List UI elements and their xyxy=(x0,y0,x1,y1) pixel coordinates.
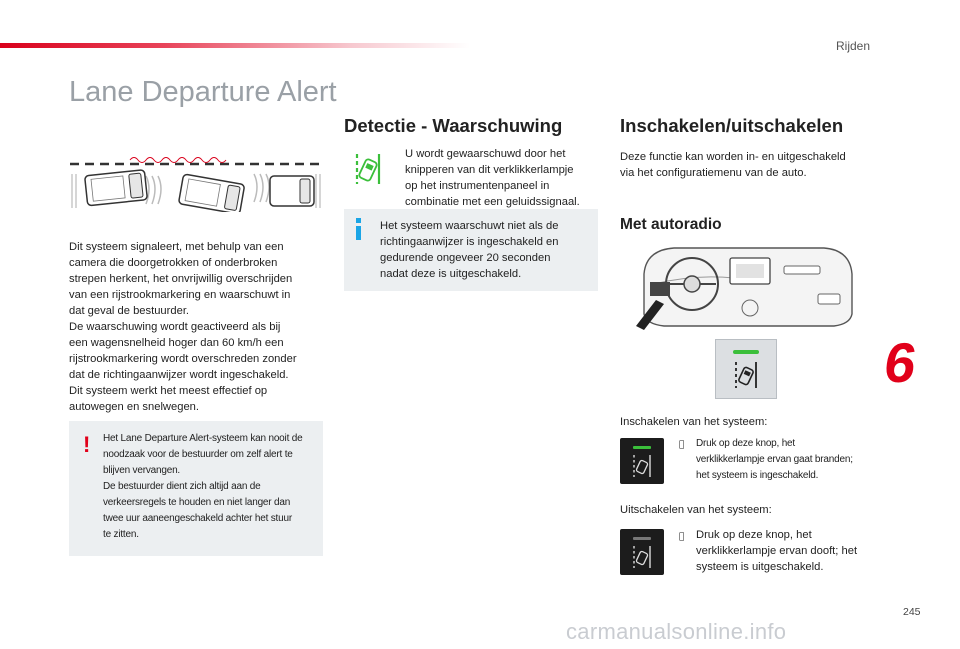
lane-warning-lamp-icon xyxy=(353,152,383,186)
watermark: carmanualsonline.info xyxy=(566,619,787,644)
disable-steps: Druk op deze knop, het verklikkerlampje ervan dooft; het systeem is uitgeschakeld. xyxy=(696,529,858,573)
warning-icon: ! xyxy=(83,432,91,457)
disable-lane-departure-button[interactable] xyxy=(620,529,664,575)
enable-intro-text: Deze functie kan worden in- en uitgeschakeld via het configuratiemenu van de auto. xyxy=(620,151,846,179)
dashboard-illustration xyxy=(634,244,856,330)
enable-steps: Druk op deze knop, het verklikkerlampje ervan gaat branden; het systeem is ingeschakeld. xyxy=(696,438,853,481)
enable-button-closeup xyxy=(715,339,777,399)
enable-lane-departure-button[interactable] xyxy=(620,438,664,484)
lane-departure-icon xyxy=(733,360,759,390)
header-accent-bar xyxy=(0,43,470,48)
page-number: 245 xyxy=(903,606,921,618)
disable-label: Uitschakelen van het systeem: xyxy=(620,504,772,516)
lane-departure-illustration xyxy=(68,148,324,212)
warning-note-text: Het Lane Departure Alert-systeem kan nooit de noodzaak voor de bestuurder om zelf alert te blijven vervangen. De bestuurder dient zich altijd aan de verkeersregels te houden en niet langer dan twee uur aaneengeschakeld achter het stuur te zitten. xyxy=(103,433,303,540)
detection-text: U wordt gewaarschuwd door het knipperen van dit verklikkerlampje op het instrumentenpaneel in combinatie met een geluidssignaal. xyxy=(405,148,580,208)
green-indicator-lamp xyxy=(733,350,759,354)
enable-label: Inschakelen van het systeem: xyxy=(620,416,768,428)
chapter-number: 6 xyxy=(880,331,921,394)
page-title: Lane Departure Alert xyxy=(69,76,337,108)
enable-disable-heading: Inschakelen/uitschakelen xyxy=(620,115,844,136)
bullet-arrow-icon xyxy=(679,440,684,450)
description-text: Dit systeem signaleert, met behulp van een camera die doorgetrokken of onderbroken strepen herkent, het onvrijwillig overschrijden van een rijstrookmarkering en waarschuwt in dat geval de bestuurder. De waarschuwing wordt geactiveerd als bij een wagensnelheid hoger dan 60 km/h een rijstrookmarkering wordt overschreden zonder dat de richtingaanwijzer wordt ingeschakeld. Dit systeem werkt het meest effectief op autowegen en snelwegen. xyxy=(69,241,297,413)
info-icon xyxy=(356,218,362,240)
info-note-text: Het systeem waarschuwt niet als de richtingaanwijzer is ingeschakeld en gedurende ongeveer 20 seconden nadat deze is uitgeschakeld. xyxy=(380,220,559,280)
lane-departure-icon xyxy=(632,545,652,569)
section-label: Rijden xyxy=(836,39,871,53)
lane-departure-icon xyxy=(632,454,652,478)
detection-heading: Detectie - Waarschuwing xyxy=(344,115,563,136)
bullet-arrow-icon xyxy=(679,532,684,542)
radio-subheading: Met autoradio xyxy=(620,216,722,233)
unlit-indicator-lamp xyxy=(633,537,651,540)
lit-indicator-lamp xyxy=(633,446,651,449)
